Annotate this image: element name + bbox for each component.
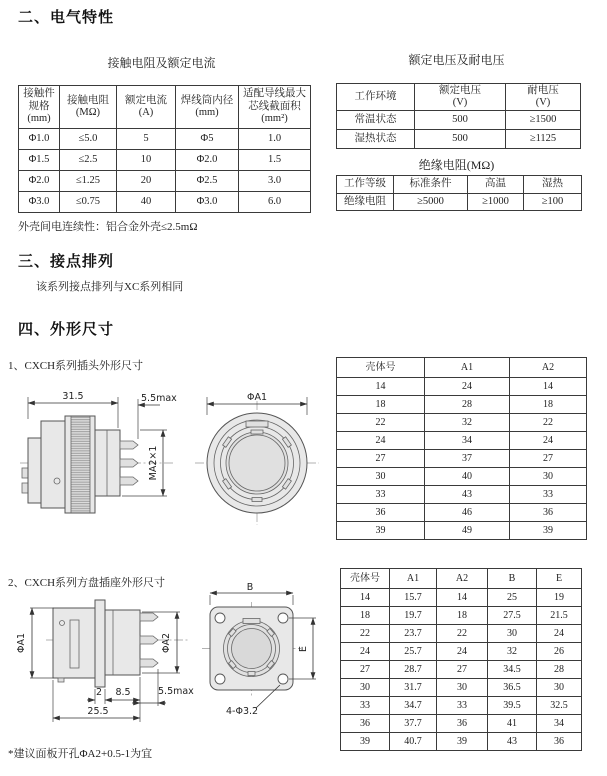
table-cell: 21.5 — [537, 607, 582, 625]
socket-mount-holes-label: 4-Φ3.2 — [226, 706, 259, 717]
column-header: 标准条件 — [394, 176, 468, 194]
table-cell: 36 — [437, 715, 488, 733]
table-cell: 49 — [425, 522, 510, 540]
table-row — [341, 643, 582, 661]
table-cell: ≤5.0 — [60, 129, 117, 150]
table-cell: Φ1.5 — [19, 150, 60, 171]
table-row — [337, 396, 587, 414]
table-cell: 湿热状态 — [337, 130, 415, 149]
mount-hole — [215, 674, 225, 684]
mount-hole — [278, 674, 288, 684]
plug-dimension-table — [336, 357, 587, 540]
socket-front-view — [202, 582, 316, 717]
socket-dimension-table — [340, 568, 582, 751]
table-cell: 36 — [510, 504, 587, 522]
table-cell: 3.0 — [239, 171, 311, 192]
table-cell: 14 — [510, 378, 587, 396]
table-cell: 28.7 — [390, 661, 437, 679]
socket-side-view — [16, 600, 194, 722]
table-cell: ≤1.25 — [60, 171, 117, 192]
table-cell: Φ2.0 — [19, 171, 60, 192]
table-cell: 绝缘电阻 — [337, 194, 394, 211]
table-cell: 34 — [425, 432, 510, 450]
table-row — [341, 697, 582, 715]
table-cell: ≥100 — [524, 194, 582, 211]
table-cell: 46 — [425, 504, 510, 522]
table-cell: 34.5 — [488, 661, 537, 679]
table-cell: 32 — [488, 643, 537, 661]
table-cell: 27.5 — [488, 607, 537, 625]
column-header: A1 — [425, 358, 510, 378]
table-cell: 40 — [425, 468, 510, 486]
table-cell: 23.7 — [390, 625, 437, 643]
column-header: 高温 — [468, 176, 524, 194]
table-cell: 25 — [488, 589, 537, 607]
plug-outline-drawing — [10, 383, 335, 546]
table-cell: 30 — [337, 468, 425, 486]
table-cell: 37 — [425, 450, 510, 468]
column-header: 湿热 — [524, 176, 582, 194]
table-cell: 33 — [337, 486, 425, 504]
column-header: 壳体号 — [337, 358, 425, 378]
table-cell: 43 — [488, 733, 537, 751]
rated-voltage-table — [336, 83, 581, 149]
table-cell: 40 — [117, 192, 176, 213]
table-row — [341, 589, 582, 607]
table-row — [337, 130, 581, 149]
table-cell: 24 — [537, 625, 582, 643]
table-cell: 37.7 — [390, 715, 437, 733]
table-cell: 24 — [425, 378, 510, 396]
table-row — [337, 111, 581, 130]
table-row — [341, 733, 582, 751]
table-row — [337, 414, 587, 432]
contact-resistance-table — [18, 85, 311, 213]
table-cell: 28 — [425, 396, 510, 414]
table-cell: ≤0.75 — [60, 192, 117, 213]
table-cell: ≥1500 — [506, 111, 581, 130]
column-header: B — [488, 569, 537, 589]
insulation-resistance-table — [336, 175, 582, 211]
table-cell: 14 — [341, 589, 390, 607]
table-cell: 30 — [510, 468, 587, 486]
column-header: 适配导线最大 芯线截面积 (mm²) — [239, 86, 311, 129]
table-cell: 39.5 — [488, 697, 537, 715]
socket-flange-thickness-label: 2 — [95, 687, 103, 698]
table-cell: 24 — [510, 432, 587, 450]
table-cell: 40.7 — [390, 733, 437, 751]
table-cell: 39 — [337, 522, 425, 540]
table-row — [337, 486, 587, 504]
table-cell: 27 — [510, 450, 587, 468]
table-row — [337, 378, 587, 396]
socket-drawing-subtitle: 2、CXCH系列方盘插座外形尺寸 — [8, 577, 166, 589]
table-row — [19, 150, 311, 171]
table-cell: Φ3.0 — [176, 192, 239, 213]
table-cell: 30 — [488, 625, 537, 643]
table-cell: 18 — [510, 396, 587, 414]
table-cell: 27 — [341, 661, 390, 679]
table-cell: 30 — [341, 679, 390, 697]
plug-thread-label: MA2×1 — [148, 445, 159, 481]
table-cell: 500 — [415, 130, 506, 149]
column-header: 工作等级 — [337, 176, 394, 194]
table-row — [341, 679, 582, 697]
table-cell: 22 — [341, 625, 390, 643]
shell-continuity-note: 外壳间电连续性：铝合金外壳≤2.5mΩ — [18, 221, 198, 233]
panel-cutout-note: *建议面板开孔ΦA2+0.5-1为宜 — [8, 748, 153, 760]
column-header: 额定电压 (V) — [415, 84, 506, 111]
table-cell: 36 — [537, 733, 582, 751]
table-cell: Φ3.0 — [19, 192, 60, 213]
table-row — [337, 504, 587, 522]
table-cell: 30 — [437, 679, 488, 697]
table-row — [341, 715, 582, 733]
table-cell: 27 — [437, 661, 488, 679]
section-dimensions-title: 四、外形尺寸 — [18, 320, 115, 338]
table-cell: 24 — [437, 643, 488, 661]
table-cell: 26 — [537, 643, 582, 661]
table-row — [341, 625, 582, 643]
table-cell: 14 — [337, 378, 425, 396]
section-contacts-body: 该系列接点排列与XC系列相同 — [36, 281, 184, 293]
table-row — [337, 450, 587, 468]
table-cell: 36 — [337, 504, 425, 522]
column-header: A1 — [390, 569, 437, 589]
socket-tail-length-label: 5.5max — [158, 686, 194, 697]
table-cell: 39 — [437, 733, 488, 751]
table-cell: 28 — [537, 661, 582, 679]
table-cell: 15.7 — [390, 589, 437, 607]
plug-tail-length-label: 5.5max — [141, 393, 177, 404]
table-cell: ≥1000 — [468, 194, 524, 211]
table-cell: 1.5 — [239, 150, 311, 171]
column-header: 额定电流 (A) — [117, 86, 176, 129]
table-cell: 10 — [117, 150, 176, 171]
table-row — [341, 661, 582, 679]
table-cell: 33 — [510, 486, 587, 504]
table-row — [337, 432, 587, 450]
socket-hole-spacing-label: E — [298, 645, 309, 653]
table-cell: 19 — [537, 589, 582, 607]
table-cell: 36.5 — [488, 679, 537, 697]
table-cell: 20 — [117, 171, 176, 192]
table-row — [337, 522, 587, 540]
table-cell: 33 — [341, 697, 390, 715]
plug-drawing-subtitle: 1、CXCH系列插头外形尺寸 — [8, 360, 144, 372]
column-header: 焊线筒内径 (mm) — [176, 86, 239, 129]
table-cell: 22 — [510, 414, 587, 432]
plug-front-diameter-label: ΦA1 — [246, 392, 268, 403]
table-cell: 41 — [488, 715, 537, 733]
table-row — [337, 468, 587, 486]
voltage-table-caption: 额定电压及耐电压 — [408, 53, 505, 67]
column-header: 工作环境 — [337, 84, 415, 111]
socket-body-diameter-label: ΦA1 — [16, 632, 27, 654]
socket-mount-diameter-label: ΦA2 — [161, 632, 172, 654]
table-cell: 27 — [337, 450, 425, 468]
table-row — [337, 194, 582, 211]
table-cell: 18 — [437, 607, 488, 625]
table-cell: 24 — [341, 643, 390, 661]
table-cell: ≤2.5 — [60, 150, 117, 171]
table-cell: 39 — [510, 522, 587, 540]
contact-table-caption: 接触电阻及额定电流 — [107, 56, 216, 70]
table-cell: 34 — [537, 715, 582, 733]
table-cell: ≥5000 — [394, 194, 468, 211]
insulation-table-caption: 绝缘电阻(MΩ) — [418, 158, 495, 172]
table-cell: 34.7 — [390, 697, 437, 715]
table-cell: Φ5 — [176, 129, 239, 150]
column-header: 壳体号 — [341, 569, 390, 589]
table-cell: Φ2.5 — [176, 171, 239, 192]
section-contacts-title: 三、接点排列 — [18, 252, 115, 270]
table-cell: 24 — [337, 432, 425, 450]
table-cell: Φ2.0 — [176, 150, 239, 171]
table-cell: 33 — [437, 697, 488, 715]
table-cell: 32.5 — [537, 697, 582, 715]
table-row — [341, 607, 582, 625]
table-cell: 43 — [425, 486, 510, 504]
column-header: E — [537, 569, 582, 589]
mount-hole — [278, 613, 288, 623]
table-cell: 18 — [337, 396, 425, 414]
socket-body-length-label: 8.5 — [115, 687, 131, 698]
table-cell: 6.0 — [239, 192, 311, 213]
table-cell: 32 — [425, 414, 510, 432]
mount-hole — [215, 613, 225, 623]
table-cell: 19.7 — [390, 607, 437, 625]
socket-total-length-label: 25.5 — [87, 706, 109, 717]
plug-front-view — [195, 392, 319, 525]
table-row — [19, 192, 311, 213]
table-row — [19, 129, 311, 150]
table-cell: 14 — [437, 589, 488, 607]
socket-outline-drawing — [10, 582, 335, 732]
plug-side-view — [20, 391, 177, 513]
table-cell: 常温状态 — [337, 111, 415, 130]
table-cell: ≥1125 — [506, 130, 581, 149]
socket-flange-width-label: B — [246, 582, 254, 593]
column-header: A2 — [437, 569, 488, 589]
table-cell: Φ1.0 — [19, 129, 60, 150]
column-header: A2 — [510, 358, 587, 378]
column-header: 接触件 规格 (mm) — [19, 86, 60, 129]
table-cell: 31.7 — [390, 679, 437, 697]
table-row — [19, 171, 311, 192]
table-cell: 30 — [537, 679, 582, 697]
table-cell: 1.0 — [239, 129, 311, 150]
table-cell: 5 — [117, 129, 176, 150]
plug-overall-length-label: 31.5 — [62, 391, 84, 402]
table-cell: 36 — [341, 715, 390, 733]
column-header: 耐电压 (V) — [506, 84, 581, 111]
table-cell: 18 — [341, 607, 390, 625]
table-cell: 500 — [415, 111, 506, 130]
table-cell: 25.7 — [390, 643, 437, 661]
section-electrical-title: 二、电气特性 — [18, 8, 115, 26]
table-cell: 22 — [337, 414, 425, 432]
column-header: 接触电阻 (MΩ) — [60, 86, 117, 129]
table-cell: 39 — [341, 733, 390, 751]
table-cell: 22 — [437, 625, 488, 643]
